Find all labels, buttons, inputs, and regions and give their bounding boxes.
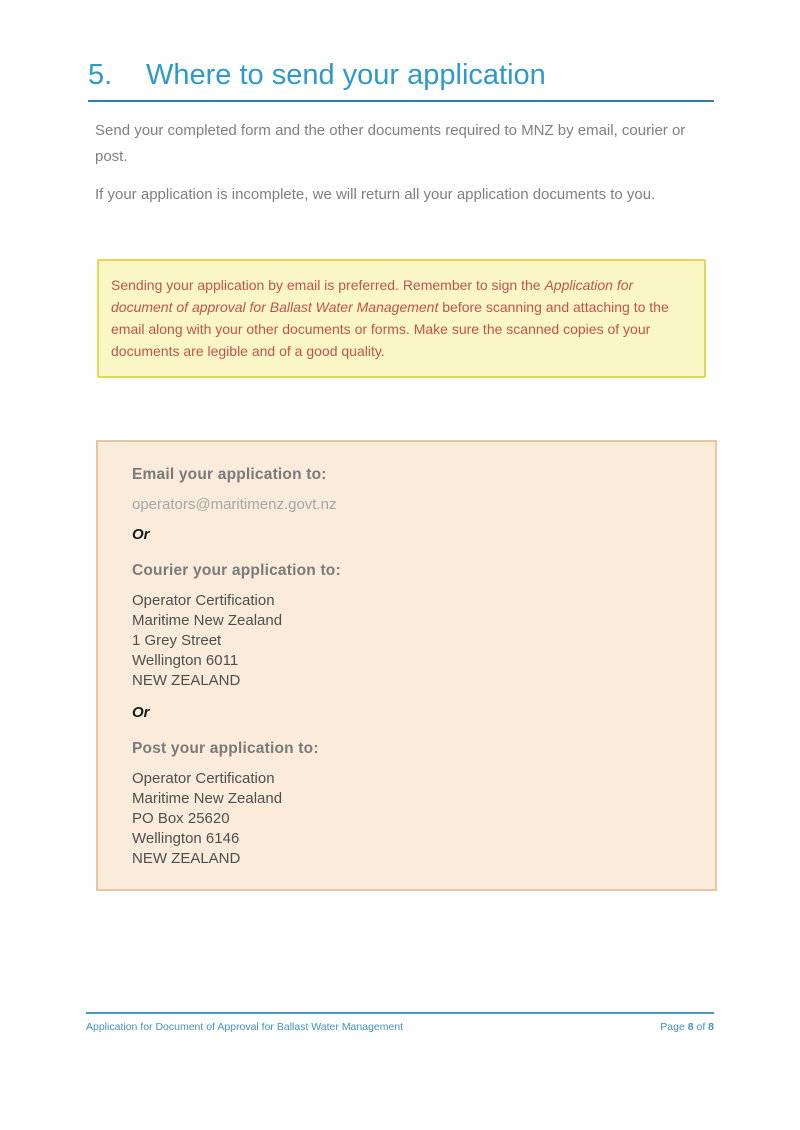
note-text: [111, 274, 692, 362]
post-address-line: PO Box 25620: [132, 809, 230, 827]
courier-application-heading: Courier your application to:: [132, 561, 341, 579]
email-preferred-note-box: [97, 259, 706, 378]
email-address: operators@maritimenz.govt.nz: [132, 495, 337, 513]
footer-of-word: of: [693, 1021, 709, 1033]
or-separator-1: Or: [132, 525, 150, 543]
intro-paragraph-2: If your application is incomplete, we will return all your application documents to you.: [95, 185, 656, 203]
post-address-line: Operator Certification: [132, 769, 275, 787]
or-separator-2: Or: [132, 703, 150, 721]
footer-page-number: 8: [687, 1021, 694, 1033]
post-address-line: Maritime New Zealand: [132, 789, 283, 807]
post-address-block: [132, 769, 681, 869]
note-text-before-italic: Sending your application by email is preferred. Remember to sign the: [111, 276, 545, 293]
note-document-title-italic: Application for document of approval for Ballast Water Management: [111, 276, 634, 315]
courier-address-line: NEW ZEALAND: [132, 671, 241, 689]
post-application-heading: Post your application to:: [132, 739, 319, 757]
courier-address-line: Wellington 6011: [132, 651, 239, 669]
footer-document-title: Application for Document of Approval for Ballast Water Management: [86, 1021, 404, 1033]
email-application-heading: Email your application to:: [132, 465, 327, 483]
courier-address-block: [132, 591, 681, 691]
footer-page-indicator: [660, 1021, 714, 1033]
section-heading: [88, 58, 714, 102]
intro-text: [95, 118, 704, 208]
footer-page-word: Page: [660, 1021, 688, 1033]
page-footer: [86, 1012, 714, 1033]
post-address-line: Wellington 6146: [132, 829, 240, 847]
post-address-line: NEW ZEALAND: [132, 849, 241, 867]
section-number: 5.: [88, 59, 113, 91]
page-content: [88, 0, 714, 891]
send-application-panel: [96, 440, 717, 891]
courier-address-line: Operator Certification: [132, 591, 275, 609]
footer-total-pages: 8: [708, 1021, 714, 1033]
note-text-after-italic: before scanning and attaching to the email along with your other documents or forms. Make sure the scanned copies of your documents are legible and of a good quality.: [111, 298, 669, 359]
intro-paragraph-1: Send your completed form and the other documents required to MNZ by email, courier or post.: [95, 121, 686, 165]
courier-address-line: Maritime New Zealand: [132, 611, 283, 629]
section-title: Where to send your application: [146, 59, 546, 91]
courier-address-line: 1 Grey Street: [132, 631, 222, 649]
